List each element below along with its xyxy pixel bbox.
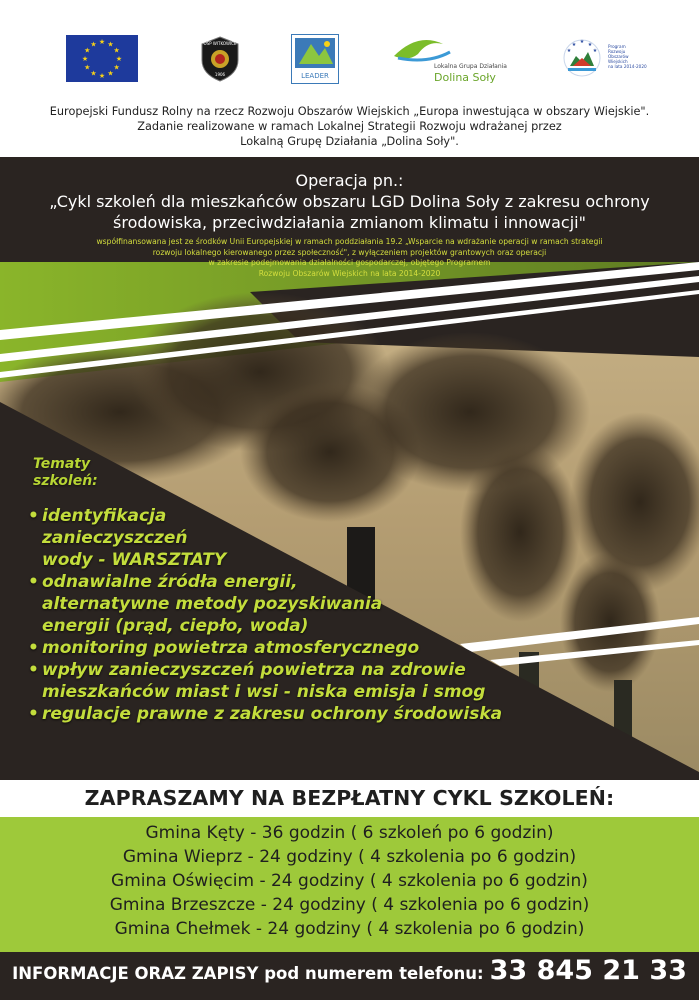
operation-title xyxy=(0,170,699,233)
lgd-logo-line2: Dolina Soły xyxy=(434,71,496,84)
svg-text:★: ★ xyxy=(98,72,106,80)
operation-name-line: środowiska, przeciwdziałania zmianom klimatu i innowacji" xyxy=(113,213,586,232)
cofinancing-note xyxy=(30,237,669,279)
svg-text:★: ★ xyxy=(84,63,91,72)
topic-line: • identyfikacja xyxy=(42,506,167,526)
schedule-list xyxy=(0,821,699,941)
topic-item xyxy=(28,505,508,571)
topic-item xyxy=(28,659,508,703)
prow-line3: Obszarów xyxy=(608,54,629,59)
svg-text:★: ★ xyxy=(98,38,106,46)
topic-line: • monitoring powietrza atmosferycznego xyxy=(42,638,420,658)
topic-line: wody - WARSZTATY xyxy=(42,550,227,570)
schedule-item: Gmina Wieprz - 24 godziny ( 4 szkolenia po 6 godzin) xyxy=(122,847,577,867)
schedule-item: Gmina Kęty - 36 godzin ( 6 szkoleń po 6 godzin) xyxy=(145,823,554,843)
topics-heading-line: Tematy xyxy=(33,456,91,472)
prow-line2: Rozwoju xyxy=(608,49,626,54)
topics-list xyxy=(28,505,508,725)
phone-number[interactable]: 33 845 21 33 xyxy=(489,955,687,986)
funding-statement xyxy=(20,104,679,149)
funding-line: Europejski Fundusz Rolny na rzecz Rozwoju Obszarów Wiejskich „Europa inwestująca w obszary Wiejskie". xyxy=(49,105,650,118)
leader-logo xyxy=(291,34,339,84)
prow-line5: na lata 2014-2020 xyxy=(608,64,647,69)
svg-text:★: ★ xyxy=(90,40,97,49)
cofinancing-line: rozwoju lokalnego kierowanego przez społeczność", z wyłączeniem projektów grantowych oraz operacji xyxy=(152,247,547,257)
eu-flag-logo xyxy=(66,35,138,82)
prow-program-logo xyxy=(560,32,660,88)
topics-heading xyxy=(33,456,98,490)
contact-info xyxy=(0,955,699,986)
topic-line: • regulacje prawne z zakresu ochrony środowiska xyxy=(42,704,503,724)
lgd-dolina-soly-logo xyxy=(388,34,518,86)
topic-line: • wpływ zanieczyszczeń powietrza na zdrowie xyxy=(42,660,466,680)
cofinancing-line: Rozwoju Obszarów Wiejskich na lata 2014-2020 xyxy=(258,268,441,278)
schedule-item: Gmina Oświęcim - 24 godziny ( 4 szkolenia po 6 godzin) xyxy=(111,871,588,891)
topic-item xyxy=(28,571,508,637)
funding-line: Zadanie realizowane w ramach Lokalnej Strategii Rozwoju wdrażanej przez xyxy=(137,120,562,133)
logo-bar xyxy=(0,0,699,100)
cofinancing-line: współfinansowana jest ze środków Unii Europejskiej w ramach poddziałania 19.2 „Wsparcie na wdrażanie operacji w ramach strategii xyxy=(96,237,603,246)
operation-name-line: „Cykl szkoleń dla mieszkańców obszaru LGD Dolina Soły z zakresu ochrony xyxy=(49,192,650,211)
topic-line: alternatywne metody pozyskiwania xyxy=(42,594,383,614)
svg-text:★: ★ xyxy=(571,42,577,48)
svg-text:★: ★ xyxy=(107,69,114,78)
svg-text:★: ★ xyxy=(113,63,120,72)
contact-label: INFORMACJE ORAZ ZAPISY pod numerem telefonu: xyxy=(12,964,484,983)
topic-item xyxy=(28,637,508,659)
operation-label: Operacja pn.: xyxy=(295,171,404,190)
topic-line: • odnawialne źródła energii, xyxy=(42,572,298,592)
schedule-item: Gmina Brzeszcze - 24 godziny ( 4 szkolenia po 6 godzin) xyxy=(109,895,590,915)
svg-text:★: ★ xyxy=(84,46,91,55)
svg-text:★: ★ xyxy=(566,48,572,54)
topic-line: energii (prąd, ciepło, woda) xyxy=(42,616,309,636)
topic-line: zanieczyszczeń xyxy=(42,528,188,548)
invite-heading: ZAPRASZAMY NA BEZPŁATNY CYKL SZKOLEŃ: xyxy=(84,786,615,810)
leader-logo-text: LEADER xyxy=(301,72,329,80)
lgd-logo-line1: Lokalna Grupa Działania xyxy=(434,63,507,70)
prow-line1: Program xyxy=(608,44,626,49)
prow-line4: Wiejskich xyxy=(608,59,628,64)
svg-text:★: ★ xyxy=(90,69,97,78)
svg-text:★: ★ xyxy=(113,46,120,55)
svg-text:★: ★ xyxy=(592,48,598,54)
svg-text:★: ★ xyxy=(579,39,585,45)
svg-text:★: ★ xyxy=(107,40,114,49)
schedule-item: Gmina Chełmek - 24 godziny ( 4 szkolenia po 6 godzin) xyxy=(114,919,585,939)
topic-item xyxy=(28,703,508,725)
svg-text:★: ★ xyxy=(115,55,123,63)
osp-logo-text: OSP WITKOWICE xyxy=(203,41,237,46)
osp-logo-year: 1906 xyxy=(214,72,226,77)
svg-text:★: ★ xyxy=(81,55,89,63)
cofinancing-line: w zakresie podejmowania działalności gospodarczej, objętego Programem xyxy=(208,258,491,268)
svg-text:★: ★ xyxy=(587,42,593,48)
funding-line: Lokalną Grupę Działania „Dolina Soły". xyxy=(240,135,459,148)
topic-line: mieszkańców miast i wsi - niska emisja i smog xyxy=(42,682,486,702)
topics-heading-line: szkoleń: xyxy=(33,473,98,489)
osp-badge-logo xyxy=(200,36,240,82)
